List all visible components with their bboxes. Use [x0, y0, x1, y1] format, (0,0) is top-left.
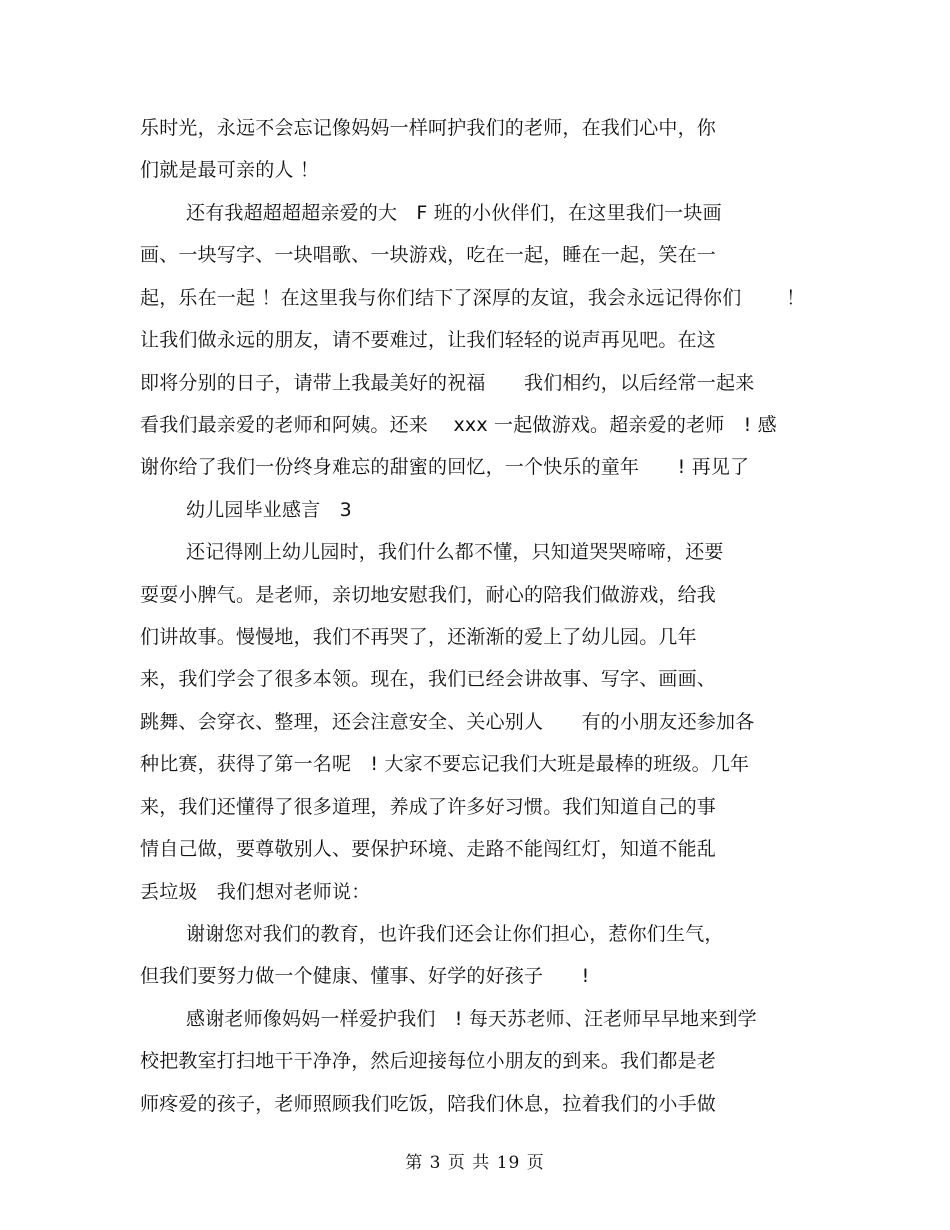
- text-line-21: 但我们要努力做一个健康、懂事、好学的好孩子 !: [140, 965, 590, 987]
- text-line-4: 画、一块写字、一块唱歌、一块游戏，吃在一起，睡在一起，笑在一: [140, 244, 717, 266]
- text-line-22: 感谢老师像妈妈一样爱护我们 ! 每天苏老师、汪老师早早地来到学: [186, 1008, 757, 1030]
- text-line-2: 们就是最可亲的人 ！: [140, 159, 320, 181]
- text-line-20: 谢谢您对我们的教育，也许我们还会让你们担心，惹你们生气，: [186, 923, 724, 945]
- text-line-5: 起，乐在一起 ！在这里我与你们结下了深厚的友谊，我会永远记得你们 ！: [140, 287, 806, 309]
- text-line-9: 谢你给了我们一份终身难忘的甜蜜的回忆，一个快乐的童年 ! 再见了: [140, 456, 750, 478]
- text-line-8: 看我们最亲爱的老师和阿姨。还来 xxx 一起做游戏。超亲爱的老师 ! 感: [140, 414, 777, 436]
- text-line-19: 丢垃圾 我们想对老师说：: [140, 881, 371, 903]
- page-number-footer: 第 3 页 共 19 页: [405, 1153, 545, 1173]
- text-line-6: 让我们做永远的朋友，请不要难过，让我们轻轻的说声再见吧。在这: [140, 329, 717, 351]
- text-line-7: 即将分别的日子，请带上我最美好的祝福 我们相约，以后经常一起来: [140, 372, 755, 394]
- text-line-15: 跳舞、会穿衣、整理，还会注意安全、关心别人 有的小朋友还参加各: [140, 711, 755, 733]
- text-line-13: 们讲故事。慢慢地，我们不再哭了，还渐渐的爱上了幼儿园。几年: [140, 626, 697, 648]
- text-line-1: 乐时光，永远不会忘记像妈妈一样呵护我们的老师，在我们心中，你: [140, 117, 717, 139]
- text-line-18: 情自己做，要尊敬别人、要保护环境、走路不能闯红灯，知道不能乱: [140, 838, 717, 860]
- text-line-3: 还有我超超超超亲爱的大 F 班的小伙伴们，在这里我们一块画: [186, 202, 722, 224]
- text-line-23: 校把教室打扫地干干净净，然后迎接每位小朋友的到来。我们都是老: [140, 1050, 717, 1072]
- section-heading: 幼儿园毕业感言 3: [186, 499, 352, 521]
- text-line-11: 还记得刚上幼儿园时，我们什么都不懂，只知道哭哭啼啼，还要: [186, 541, 724, 563]
- text-line-24: 师疼爱的孩子，老师照顾我们吃饭，陪我们休息，拉着我们的小手做: [140, 1093, 717, 1115]
- text-line-12: 耍耍小脾气。是老师，亲切地安慰我们，耐心的陪我们做游戏，给我: [140, 584, 717, 606]
- text-line-14: 来，我们学会了很多本领。现在，我们已经会讲故事、写字、画画、: [140, 668, 717, 690]
- text-line-17: 来，我们还懂得了很多道理，养成了许多好习惯。我们知道自己的事: [140, 796, 717, 818]
- text-line-16: 种比赛，获得了第一名呢 ! 大家不要忘记我们大班是最棒的班级。几年: [140, 753, 750, 775]
